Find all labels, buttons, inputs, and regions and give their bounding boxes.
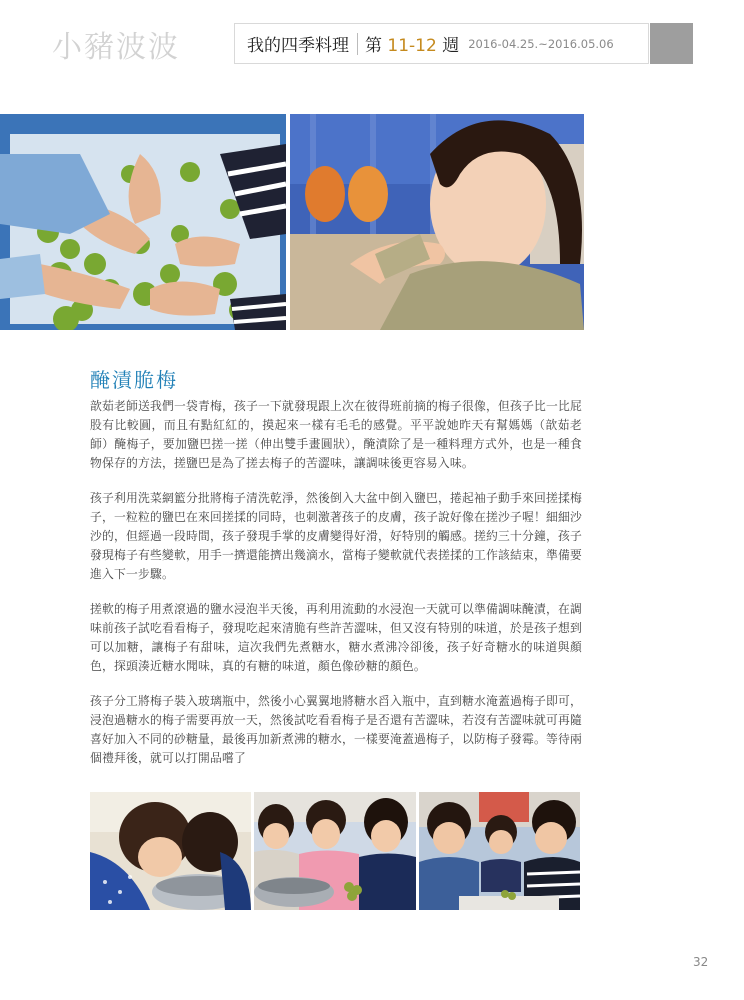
paragraph-3: 搓軟的梅子用煮滾過的鹽水浸泡半天後，再利用流動的水浸泡一天就可以準備調味醃漬，在調味前孩子試吃看看梅子，發現吃起來清脆有些許苦澀味，但又沒有特別的味道，於是孩子想到可以加糖，讓梅子有甜味，這次我們先煮糖水，糖水煮沸冷卻後，孩子好奇糖水的味道與顏色，探頭湊近糖水聞味，真的有糖的味道，顏色像砂糖的顏色。	[90, 602, 582, 673]
series-title: 我的四季料理	[247, 36, 349, 56]
week-suffix: 週	[442, 36, 460, 56]
brand-logo: 小豬波波	[52, 30, 180, 65]
photo-girl-smiling	[290, 114, 584, 330]
week-range: 11-12	[387, 36, 437, 56]
paragraph-2: 孩子利用洗菜網籃分批將梅子清洗乾淨，然後倒入大盆中倒入鹽巴，捲起袖子動手來回搓揉梅子，一粒粒的鹽巴在來回搓揉的同時，也刺激著孩子的皮膚，孩子說好像在搓沙子喔！細細沙沙的，但經過一段時間，孩子發現手掌的皮膚變得好滑，好特別的觸感。搓約三十分鐘，孩子發現梅子有些變軟，用手一擠還能擠出幾滴水，當梅子變軟就代表搓揉的工作該結束，準備要進入下一步驟。	[90, 491, 582, 581]
header-color-block	[650, 23, 693, 64]
photo-girls-with-plums	[254, 792, 416, 910]
photo-children-at-bowl	[90, 792, 251, 910]
paragraph-4: 孩子分工將梅子裝入玻璃瓶中，然後小心翼翼地將糖水舀入瓶中，直到糖水淹蓋過梅子即可，浸泡過糖水的梅子需要再放一天，然後試吃看看梅子是否還有苦澀味，若沒有苦澀味就可再隨喜好加入不同的砂糖量，最後再加新煮沸的糖水，一樣要淹蓋過梅子，以防梅子發霉。等待兩個禮拜後，就可以打開品嚐了	[90, 694, 582, 765]
date-range: 2016-04.25.~2016.05.06	[468, 36, 614, 51]
section-title: 醃漬脆梅	[90, 368, 178, 392]
week-prefix: 第	[365, 36, 382, 56]
header-bar	[234, 23, 649, 64]
paragraph-1: 歆茹老師送我們一袋青梅，孩子一下就發現跟上次在彼得班前摘的梅子很像，但孩子比一比屁股有比較圓，而且有點紅紅的，摸起來一樣有毛毛的感覺。平平說她昨天有幫媽媽（歆茹老師）醃梅子，要加鹽巴搓一搓（伸出雙手畫圓狀），醃漬除了是一種料理方式外，也是一種食物保存的方法，搓鹽巴是為了搓去梅子的苦澀味，讓調味後更容易入味。	[90, 399, 582, 470]
week-label	[358, 31, 459, 56]
photo-boys-at-table	[419, 792, 580, 910]
photo-hands-rubbing-plums	[0, 114, 286, 330]
page-number: 32	[693, 955, 709, 969]
article-body	[90, 397, 582, 784]
